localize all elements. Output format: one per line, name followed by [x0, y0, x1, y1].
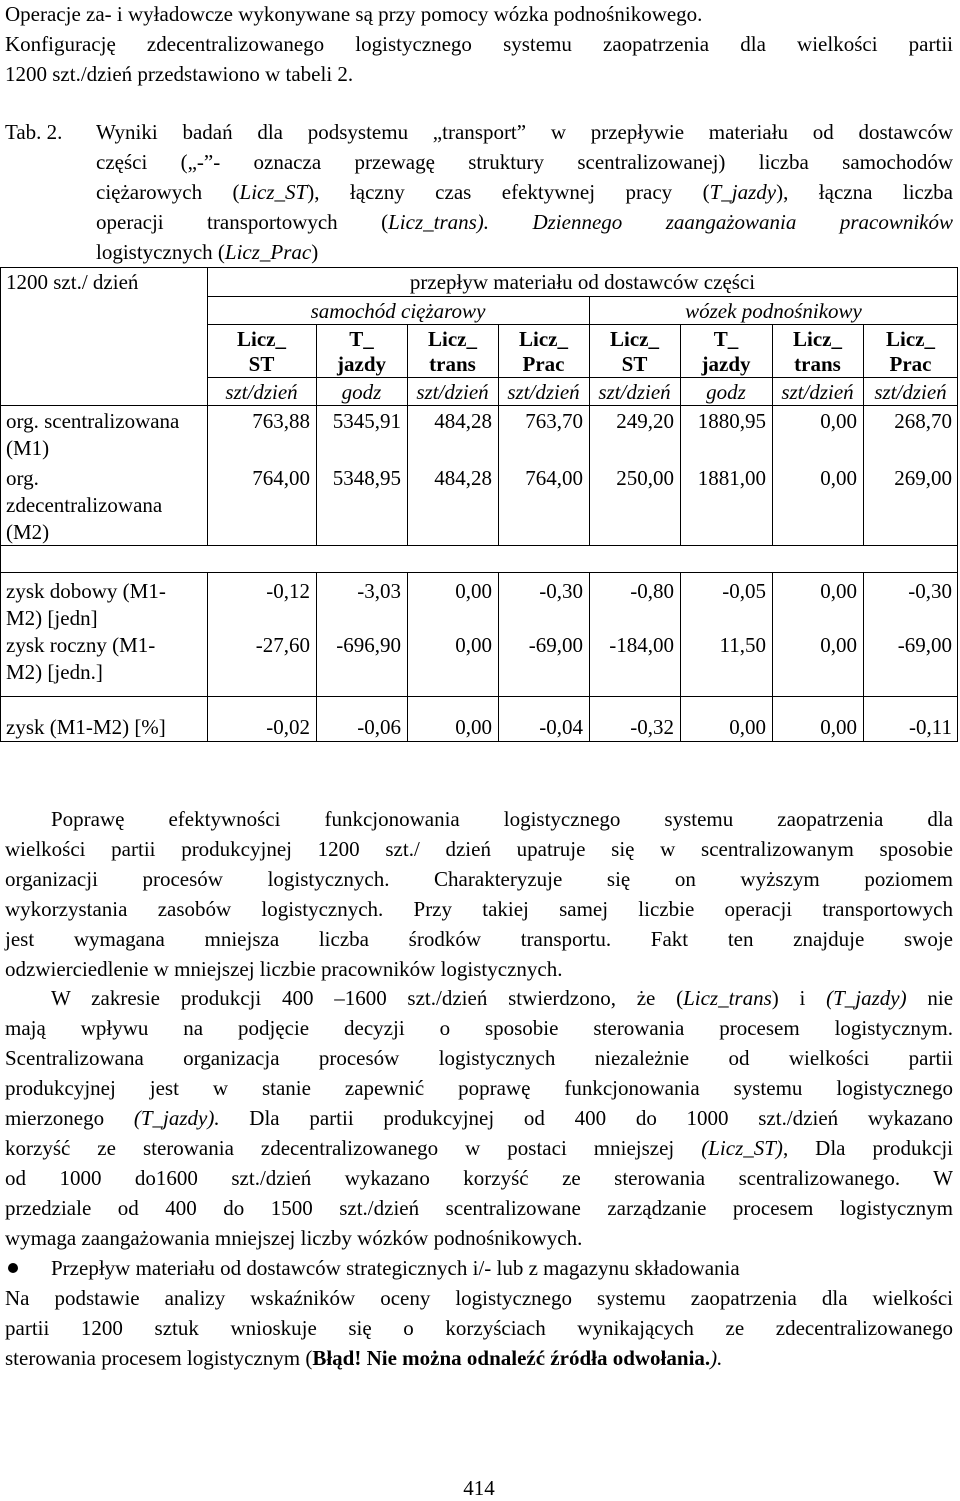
table-cell: 269,00 — [894, 466, 952, 490]
column-header — [207, 327, 316, 377]
column-header — [498, 327, 589, 377]
table-cell: 268,70 — [894, 409, 952, 433]
column-header — [316, 327, 407, 377]
table-cell: -69,00 — [528, 633, 583, 657]
table-cell: 0,00 — [455, 715, 492, 739]
column-header-line-1: T_ — [713, 327, 739, 351]
table-cell: 0,00 — [820, 466, 857, 490]
para2-line-5: mierzonego (T_jazdy). Dla partii produkcyjnej od 400 do 1000 szt./dzień wykazano — [5, 1106, 953, 1130]
column-header-line-1: Licz_ — [428, 327, 477, 351]
column-unit: godz — [706, 380, 746, 404]
para2-line-1: W zakresie produkcji 400 –1600 szt./dzień stwierdzono, że (Licz_trans) i (T_jazdy) nie — [51, 986, 954, 1010]
flow-header: przepływ materiału od dostawców części — [409, 270, 756, 294]
column-header-line-2: trans — [429, 352, 476, 376]
para1-line: jest wymagana mniejsza liczba środków transportu. Fakt ten znajduje swoje — [5, 927, 953, 951]
para1-line: wykorzystania zasobów logistycznych. Przy takiej samej liczbie operacji transportowych — [5, 897, 953, 921]
para2-line-7: od 1000 do1600 szt./dzień wykazano korzyść ze sterowania scentralizowanego. W — [5, 1166, 953, 1190]
table-cell: 0,00 — [729, 715, 766, 739]
bullet-item-text: Przepływ materiału od dostawców strategicznych i/- lub z magazynu składowania — [51, 1256, 740, 1280]
table-cell: -0,11 — [909, 715, 952, 739]
table-cell: 5348,95 — [332, 466, 401, 490]
table-cell: 763,88 — [252, 409, 310, 433]
para3-line-2: partii 1200 sztuk wnioskuje się o korzyściach wynikających ze zdecentralizowanego — [5, 1316, 953, 1340]
column-unit: szt/dzień — [225, 380, 298, 404]
table-cell: -27,60 — [255, 633, 310, 657]
table-cell: 484,28 — [434, 466, 492, 490]
column-header — [407, 327, 498, 377]
para2-line-2: mają wpływu na podjęcie decyzji o sposobie sterowania procesem logistycznym. — [5, 1016, 953, 1040]
para2-line-4: produkcyjnej jest w stanie zapewnić poprawę funkcjonowania systemu logistycznego — [5, 1076, 953, 1100]
row-label: zysk dobowy (M1-M2) [jedn] — [6, 579, 166, 630]
table-cell: -0,30 — [539, 579, 583, 603]
table-cell: -0,02 — [266, 715, 310, 739]
para3-line-1: Na podstawie analizy wskaźników oceny logistycznego systemu zaopatrzenia dla wielkości — [5, 1286, 953, 1310]
table-cell: 0,00 — [455, 633, 492, 657]
table-cell: 5345,91 — [332, 409, 401, 433]
table-cell: 484,28 — [434, 409, 492, 433]
para1-line: wielkości partii produkcyjnej 1200 szt./ dzień upatruje się w scentralizowanym sposobie — [5, 837, 953, 861]
table-cell: -0,04 — [539, 715, 583, 739]
column-header — [772, 327, 863, 377]
caption-line-5: logistycznych (Licz_Prac) — [96, 240, 319, 264]
results-table — [0, 267, 958, 742]
caption-line-2: części („-”- oznacza przewagę struktury scentralizowanej) liczba samochodów — [96, 150, 953, 174]
table-cell: -0,32 — [630, 715, 674, 739]
column-header-line-2: Prac — [889, 352, 932, 376]
table-cell: -69,00 — [897, 633, 952, 657]
para2-line-8: przedziale od 400 do 1500 szt./dzień scentralizowane zarządzanie procesem logistycznym — [5, 1196, 953, 1220]
row-label: org. scentralizowana (M1) — [6, 409, 180, 460]
table-cell: 250,00 — [616, 466, 674, 490]
column-unit: szt/dzień — [781, 380, 854, 404]
bullet-icon — [8, 1263, 18, 1273]
para3-line-3: sterowania procesem logistycznym (Błąd! Nie można odnaleźć źródła odwołania.). — [5, 1346, 723, 1370]
table-cell: -696,90 — [336, 633, 401, 657]
table-corner-label: 1200 szt./ dzień — [6, 270, 139, 294]
caption-line-3: ciężarowych (Licz_ST), łączny czas efektywnej pracy (T_jazdy), łączna liczba — [96, 180, 954, 204]
column-header — [680, 327, 772, 377]
page-number: 414 — [463, 1476, 495, 1500]
table-cell: 1881,00 — [697, 466, 766, 490]
column-unit: godz — [341, 380, 382, 404]
table-cell: 0,00 — [820, 633, 857, 657]
table-cell: -0,05 — [722, 579, 766, 603]
table-cell: 0,00 — [820, 715, 857, 739]
column-header-line-1: Licz_ — [237, 327, 286, 351]
row-label: org. zdecentralizowana (M2) — [6, 466, 163, 544]
column-header-line-2: ST — [621, 352, 648, 376]
intro-line-2: Konfigurację zdecentralizowanego logistycznego systemu zaopatrzenia dla wielkości partii — [5, 32, 953, 56]
intro-line-3: 1200 szt./dzień przedstawiono w tabeli 2. — [5, 62, 354, 86]
table-cell: -184,00 — [609, 633, 674, 657]
table-cell: -0,06 — [357, 715, 401, 739]
column-header-line-2: ST — [248, 352, 275, 376]
table-cell: 0,00 — [820, 409, 857, 433]
column-header-line-1: Licz_ — [519, 327, 568, 351]
column-header-line-2: trans — [794, 352, 841, 376]
para2-line-9: wymaga zaangażowania mniejszej liczby wózków podnośnikowych. — [5, 1226, 583, 1250]
column-header-line-1: Licz_ — [886, 327, 935, 351]
para1-line: odzwierciedlenie w mniejszej liczbie pracowników logistycznych. — [5, 957, 563, 981]
column-unit: szt/dzień — [416, 380, 489, 404]
column-header-line-2: Prac — [522, 352, 565, 376]
para2-line-6: korzyść ze sterowania zdecentralizowanego w postaci mniejszej (Licz_ST), Dla produkcji — [5, 1136, 953, 1160]
column-header-line-1: T_ — [349, 327, 374, 351]
column-header-line-2: jazdy — [337, 352, 386, 376]
table-cell: -0,30 — [908, 579, 952, 603]
group-truck-header: samochód ciężarowy — [310, 299, 486, 323]
row-label: zysk roczny (M1-M2) [jedn.] — [6, 633, 156, 684]
table-cell: 1880,95 — [697, 409, 766, 433]
table-cell: 0,00 — [820, 579, 857, 603]
column-unit: szt/dzień — [507, 380, 580, 404]
caption-line-1: Wyniki badań dla podsystemu „transport” w przepływie materiału od dostawców — [96, 120, 953, 144]
table-cell: 764,00 — [525, 466, 583, 490]
table-cell: 764,00 — [252, 466, 310, 490]
row-label: zysk (M1-M2) [%] — [6, 715, 166, 739]
column-header — [863, 327, 958, 377]
table-cell: 763,70 — [525, 409, 583, 433]
column-unit: szt/dzień — [874, 380, 947, 404]
column-unit: szt/dzień — [598, 380, 671, 404]
column-header — [589, 327, 680, 377]
table-cell: 249,20 — [616, 409, 674, 433]
group-forklift-header: wózek podnośnikowy — [685, 299, 862, 323]
table-cell: 11,50 — [719, 633, 766, 657]
table-cell: -0,80 — [630, 579, 674, 603]
table-cell: 0,00 — [455, 579, 492, 603]
intro-line-1: Operacje za- i wyładowcze wykonywane są przy pomocy wózka podnośnikowego. — [5, 2, 703, 26]
table-cell: -0,12 — [266, 579, 310, 603]
column-header-line-1: Licz_ — [610, 327, 659, 351]
caption-line-4: operacji transportowych (Licz_trans). Dziennego zaangażowania pracowników — [96, 210, 953, 234]
column-header-line-2: jazdy — [701, 352, 751, 376]
para1-line: organizacji procesów logistycznych. Charakteryzuje się on wyższym poziomem — [5, 867, 953, 891]
para1-line: Poprawę efektywności funkcjonowania logistycznego systemu zaopatrzenia dla — [51, 807, 953, 831]
table-cell: -3,03 — [357, 579, 401, 603]
table-caption-label: Tab. 2. — [5, 120, 63, 144]
column-header-line-1: Licz_ — [793, 327, 842, 351]
para2-line-3: Scentralizowana organizacja procesów logistycznych niezależnie od wielkości partii — [5, 1046, 953, 1070]
